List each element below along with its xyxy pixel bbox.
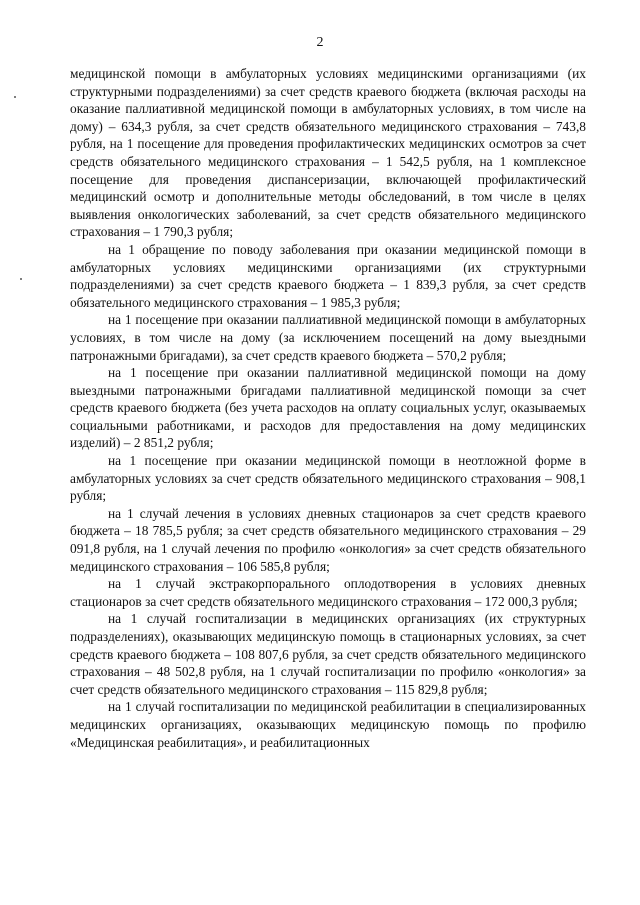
paragraph-1: медицинской помощи в амбулаторных условиях медицинскими организациями (их структурными подразделениями) за счет средств краевого бюджета (включая расходы на оказание паллиативной медицинской помощи в амбулаторных условиях, в том числе на дому) – 634,3 рубля, за счет средств обязательного медицинского страхования – 743,8 рубля, на 1 посещение для проведения профилактических медицинских осмотров за счет средств обязательного медицинского страхования – 1 542,5 рубля, на 1 комплексное посещение для проведения диспансеризации, включающей профилактический медицинский осмотр и дополнительные методы обследований, в том числе в целях выявления онкологических заболеваний, за счет средств обязательного медицинского страхования – 1 790,3 рубля;	[70, 66, 586, 240]
paragraph-5: на 1 посещение при оказании медицинской помощи в неотложной форме в амбулаторных условиях за счет средств обязательного медицинского страхования – 908,1 рубля;	[70, 453, 586, 504]
scan-speck	[14, 96, 16, 98]
paragraph-4: на 1 посещение при оказании паллиативной медицинской помощи на дому выездными патронажными бригадами паллиативной медицинской помощи за счет средств краевого бюджета (без учета расходов на оплату социальных услуг, оказываемых социальными работниками, и расходов для предоставления на дому медицинских изделий) – 2 851,2 рубля;	[70, 365, 586, 451]
paragraph-2: на 1 обращение по поводу заболевания при оказании медицинской помощи в амбулаторных условиях медицинскими организациями (их структурными подразделениями) за счет средств краевого бюджета – 1 839,3 рубля, за счет средств обязательного медицинского страхования – 1 985,3 рубля;	[70, 241, 586, 310]
page-number: 2	[316, 35, 324, 50]
paragraph-8: на 1 случай госпитализации в медицинских организациях (их структурных подразделениях), оказывающих медицинскую помощь в стационарных условиях, за счет средств краевого бюджета – 108 807,6 рубля, за счет средств обязательного медицинского страхования – 48 502,8 рубля, на 1 случай госпитализации по профилю «онкология» за счет средств обязательного медицинского страхования – 115 829,8 рубля;	[70, 611, 586, 697]
paragraph-9: на 1 случай госпитализации по медицинской реабилитации в специализированных медицинских организациях, оказывающих медицинскую помощь по профилю «Медицинская реабилитация», и реабилитационных	[70, 699, 586, 750]
scan-speck	[20, 278, 22, 280]
paragraph-7: на 1 случай экстракорпорального оплодотворения в условиях дневных стационаров за счет средств обязательного медицинского страхования – 172 000,3 рубля;	[70, 576, 586, 609]
paragraph-3: на 1 посещение при оказании паллиативной медицинской помощи в амбулаторных условиях, в том числе на дому (за исключением посещений на дому выездными патронажными бригадами), за счет средств краевого бюджета – 570,2 рубля;	[70, 312, 586, 363]
paragraph-6: на 1 случай лечения в условиях дневных стационаров за счет средств краевого бюджета – 18 785,5 рубля; за счет средств обязательного медицинского страхования – 29 091,8 рубля, на 1 случай лечения по профилю «онкология» за счет средств обязательного медицинского страхования – 106 585,8 рубля;	[70, 505, 586, 574]
document-body	[70, 65, 586, 751]
